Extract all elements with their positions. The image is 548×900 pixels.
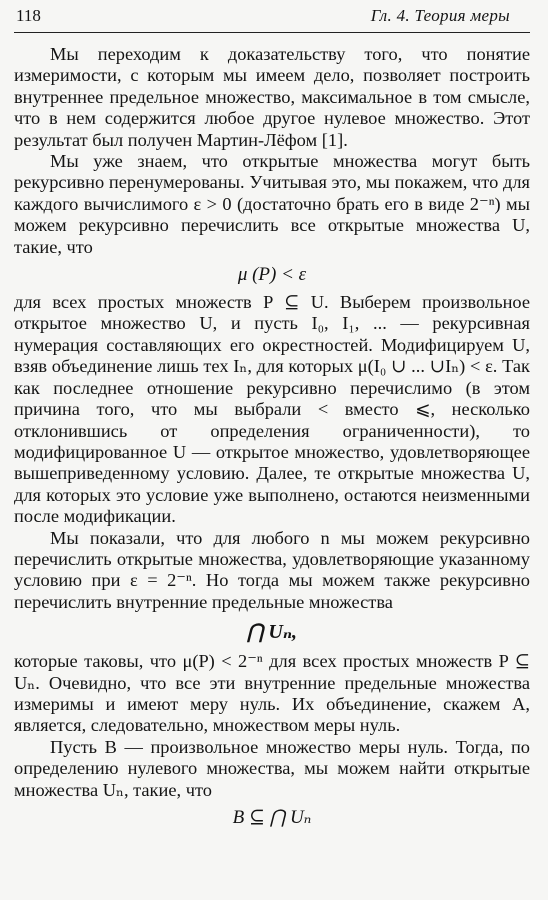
- formula-measure-less-epsilon: μ (P) < ε: [237, 264, 307, 286]
- running-header: [14, 0, 530, 33]
- paragraph-2: Мы уже знаем, что открытые множества могут быть рекурсивно перенумерованы. Учитывая это, мы покажем, что для каждого вычислимого ε > 0 (достаточно брать его в виде 2⁻ⁿ) мы можем рекурсивно перечислить все открытые множества U, такие, что: [14, 151, 530, 257]
- book-page: [14, 0, 530, 828]
- paragraph-6: Пусть B — произвольное множество меры нуль. Тогда, по определению нулевого множества, мы можем найти открытые множества Uₙ, такие, что: [14, 736, 530, 800]
- formula-intersection: ⋂ Uₙ,: [246, 621, 297, 644]
- paragraph-3: для всех простых множеств P ⊆ U. Выберем произвольное открытое множество U, и пусть I₀, I₁, ... — рекурсивная нумерация составляющих его окрестностей. Модифицируем U, взяв объединение лишь тех Iₙ, для которых μ(I₀ ∪ ... ∪Iₙ) < ε. Так как последнее отношение рекурсивно перечислимо (в этом причина того, что мы выбрали < вместо ⩽, несколько отклонившись от определения ограниченности), то модифицированное U — открытое множество, удовлетворяющее вышеприведенному условию. Далее, те открытые множества U, для которых это условие уже выполнено, остаются неизменными после модификации.: [14, 292, 530, 527]
- formula-b-subset-intersection: B ⊆ ⋂ Uₙ: [232, 807, 312, 828]
- paragraph-4: Мы показали, что для любого n мы можем рекурсивно перечислить открытые множества, удовлетворяющие указанному условию при ε = 2⁻ⁿ. Но тогда мы можем также рекурсивно перечислить внутренние предельные множества: [14, 527, 530, 612]
- page-body: [14, 44, 530, 835]
- paragraph-1: Мы переходим к доказательству того, что понятие измеримости, с которым мы имеем дело, позволяет построить внутреннее предельное множество, максимальное в том смысле, что в нем содержится любое другое нулевое множество. Этот результат был получен Мартин-Лёфом [1].: [14, 44, 530, 150]
- running-title: Гл. 4. Теория меры: [370, 6, 510, 25]
- paragraph-5: которые таковы, что μ(P) < 2⁻ⁿ для всех простых множеств P ⊆ Uₙ. Очевидно, что все эти внутренние предельные множества измеримы и имеют меру нуль. Их объединение, скажем A, является, следовательно, множеством меры нуль.: [14, 651, 530, 736]
- page-number: 118: [16, 6, 41, 25]
